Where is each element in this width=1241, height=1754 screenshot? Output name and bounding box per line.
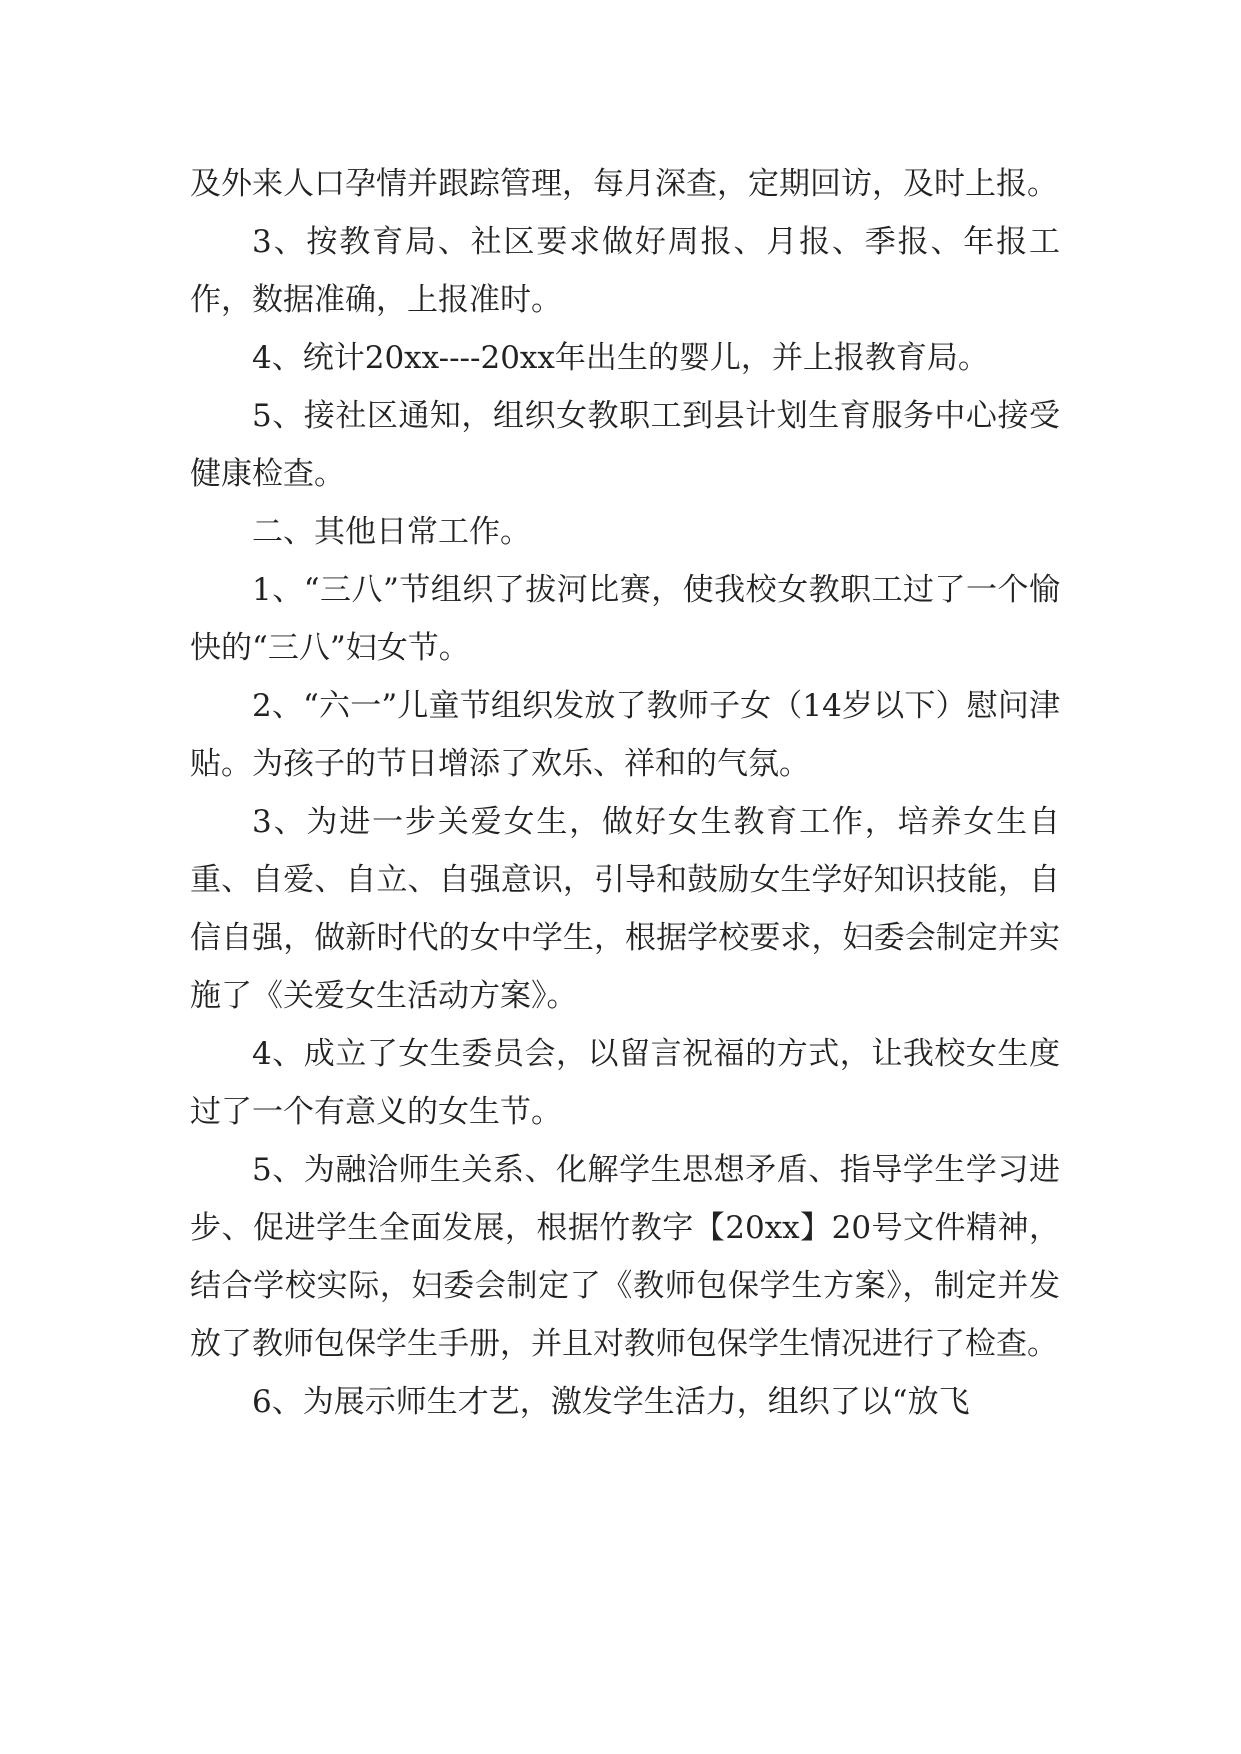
document-body [190,155,1060,1431]
paragraph-0: 及外来人口孕情并跟踪管理，每月深查，定期回访，及时上报。 [190,166,1058,202]
paragraph-1: 3、按教育局、社区要求做好周报、月报、季报、年报工作，数据准确，上报准时。 [190,224,1060,318]
paragraph-2: 4、统计20xx----20xx年出生的婴儿，并上报教育局。 [252,340,989,376]
paragraph-8: 4、成立了女生委员会，以留言祝福的方式，让我校女生度过了一个有意义的女生节。 [190,1036,1060,1130]
paragraph-3: 5、接社区通知，组织女教职工到县计划生育服务中心接受健康检查。 [190,398,1060,492]
section-heading-other-work: 二、其他日常工作。 [252,514,531,550]
paragraph-6: 2、“六一”儿童节组织发放了教师子女（14岁以下）慰问津贴。为孩子的节日增添了欢乐、祥和的气氛。 [190,688,1060,782]
paragraph-10: 6、为展示师生才艺，激发学生活力，组织了以“放飞 [252,1384,970,1420]
paragraph-7: 3、为进一步关爱女生，做好女生教育工作，培养女生自重、自爱、自立、自强意识，引导和鼓励女生学好知识技能，自信自强，做新时代的女中学生，根据学校要求，妇委会制定并实施了《关爱女生活动方案》。 [190,804,1060,1014]
paragraph-9: 5、为融洽师生关系、化解学生思想矛盾、指导学生学习进步、促进学生全面发展，根据竹教字【20xx】20号文件精神，结合学校实际，妇委会制定了《教师包保学生方案》，制定并发放了教师包保学生手册，并且对教师包保学生情况进行了检查。 [190,1152,1060,1362]
paragraph-5: 1、“三八”节组织了拔河比赛，使我校女教职工过了一个愉快的“三八”妇女节。 [190,572,1060,666]
